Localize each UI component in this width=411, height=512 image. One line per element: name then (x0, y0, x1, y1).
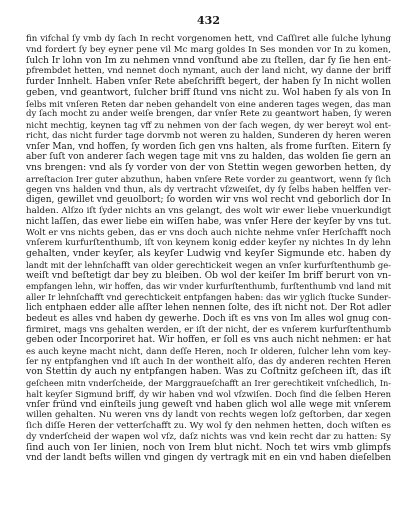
text-line: gehalten, vnder keyſer, als keyſer Ludwig vnd keyſer Sigmunde etc. haben dy (26, 249, 391, 259)
text-line: aber ſuſt von anderer ſach wegen tage mit vns zu halden, das wolden ſie gern an (26, 152, 391, 163)
text-line: geſcheen mitn vnderſcheide, der Marggraueſchafft an Irer gerechtikeit vnſchedlich, In- (26, 378, 391, 388)
text-line: vnſerem kurfurſtenthumb, iſt von keynem konig edder keyſer ny nichtes In dy lehn (26, 238, 391, 249)
body-text (26, 34, 391, 464)
text-line: Wolt er vns nichts geben, das er vns doch auch nichte nehme vnſer Herſchafft noch (26, 227, 391, 238)
text-line: nicht laſſen, das ewer liebe ein wiſſen habe, was vnſer Here der keyſer by vns tut. (26, 216, 391, 227)
text-line: ſulch Ir lohn von Im zu nehmen vnnd vonſtund abe zu ſtellen, dar ſy ſie hen ent- (26, 55, 391, 66)
text-line: bedeut es alles vnd haben dy gewerhe. Doch iſt es vns von Im alles wol gnug con- (26, 313, 391, 324)
text-line: ſind auch von Ier linien, noch von Irem blut nicht. Noch tet wirs vmb glimpfs (26, 442, 391, 453)
text-line: lich entphaen edder alle aſſter lehen nennen ſolte, des iſt nicht not. Der Rot adler (26, 302, 391, 313)
text-line: von Stettin dy auch ny entpfangen haben. Was zu Coſtnitz geſcheen iſt, das iſt (26, 367, 391, 378)
text-line: vnd der landt beſts willen vnd gingen dy vertragk mit en ein vnd haben dieſelben (26, 453, 391, 464)
text-line: landt mit der lehnſchafft van older gerechtickeit wegen an vnſer kurfurſtenthumb ge- (26, 259, 391, 270)
text-line: firmiret, mags vns gehalten werden, er iſt der nicht, der es vnſerem kurfurſtenthumb (26, 324, 391, 335)
text-line: halt keyſer Sigmund briff, dy wir haben vnd wol vſzwiſen. Doch ſind die ſelben Heren (26, 388, 391, 399)
text-line: ſer ny entpfanghen vnd iſt auch In der wontheit alſo, das dy anderen rechten Heren (26, 356, 391, 367)
text-line: vnſer fründ vnd einſteils jung geweſt vnd haben glich wol alle wege mit vnſerem (26, 399, 391, 410)
text-line: ſich diſſe Heren der vetterſchafft zu. Wy wol ſy den nehmen hetten, doch wiſten es (26, 421, 391, 431)
text-line: vnſer Man, vnd hoffen, ſy worden ſich gen vns halten, als frome furſten. Eitern ſy (26, 141, 391, 152)
text-line: ſelbs mit vnſeren Reten dar neben gehandelt von eine anderen tages wegen, das man (26, 98, 391, 109)
text-line: nicht mechtig, keynen tag vff zu nehmen von der ſach wegen, dy wer bereyt wol ent- (26, 120, 391, 130)
text-line: geben oder Incorporiret hat. Wir hoffen, er ſoll es vns auch nicht nehmen: er hat (26, 335, 391, 345)
text-line: empfangen lehn, wir hoffen, das wir vnder kurfurſtenthumb, furſtenthumb vnd land mit (26, 281, 391, 292)
text-line: digen, gewillet vnd geuolbort; ſo worden wir vns wol recht vnd geborlich dor In (26, 195, 391, 206)
text-line: aller Ir lehnſchafft vnd gerechtickeit entpfangen haben: das wir yglich ſtucke Sunder- (26, 292, 391, 302)
text-line: fin vifchal ſy vmb dy ſach In recht vorgenomen hett, vnd Caſſiret alle ſulche lyhung (26, 34, 391, 44)
text-line: halden. Alſzo iſt ſyder nichts an vns gelangt, des wolt wir ewer liebe vnuerkundigt (26, 206, 391, 216)
text-line: gegen vns halden vnd thun, als dy vertracht vſzweiſet, dy ſy ſelbs haben helffen ver- (26, 184, 391, 195)
text-line: dy ſach mocht zu ander weiſe brengen, dar vnſer Rete zu geantwort haben, ſy weren (26, 109, 391, 120)
text-line: geben, vnd geantwort, ſulcher briff ſtund vns nicht zu. Wol haben ſy als von In (26, 87, 391, 98)
text-line: dy vnderſcheid der wapen wol vſz, daſz nichts was vnd kein recht dar zu hatten: Sy (26, 431, 391, 442)
text-line: vns brengen: vnd als ſy vorder von der von Stettin wegen geworben hetten, dy (26, 163, 391, 173)
text-line: willen gehalten. Nu weren vns dy landt von rechts wegen loſz geſtorben, dar xegen (26, 410, 391, 421)
page-number: 432 (197, 14, 220, 27)
text-line: pfrembdet hetten, vnd nennet doch nymant, auch der land nicht, wy danne der briff (26, 66, 391, 77)
text-line: vnd fordert ſy bey eyner pene vil Mc marg goldes In Ses monden vor In zu komen, (26, 44, 391, 55)
text-line: es auch keyne macht nicht, dann deſſe Heren, noch Ir olderen, ſulcher lehn vom key- (26, 345, 391, 356)
text-line: richt, das nicht furder tage dorvmb not weren zu halden, Sunderen dy heren weren (26, 130, 391, 141)
text-line: weiſt vnd beſtetigt dar bey zu bleiben. Ob wol der keiſer Im briff berurt von vn- (26, 270, 391, 281)
text-line: furder Innhelt. Haben vnſer Rete abeſchrifft begert, der haben ſy In nicht wollen (26, 77, 391, 87)
text-line: arreſtacion Irer guter abzuthun, haben vnſere Rete vorder zu geantwort, wenn ſy ſich (26, 173, 391, 184)
